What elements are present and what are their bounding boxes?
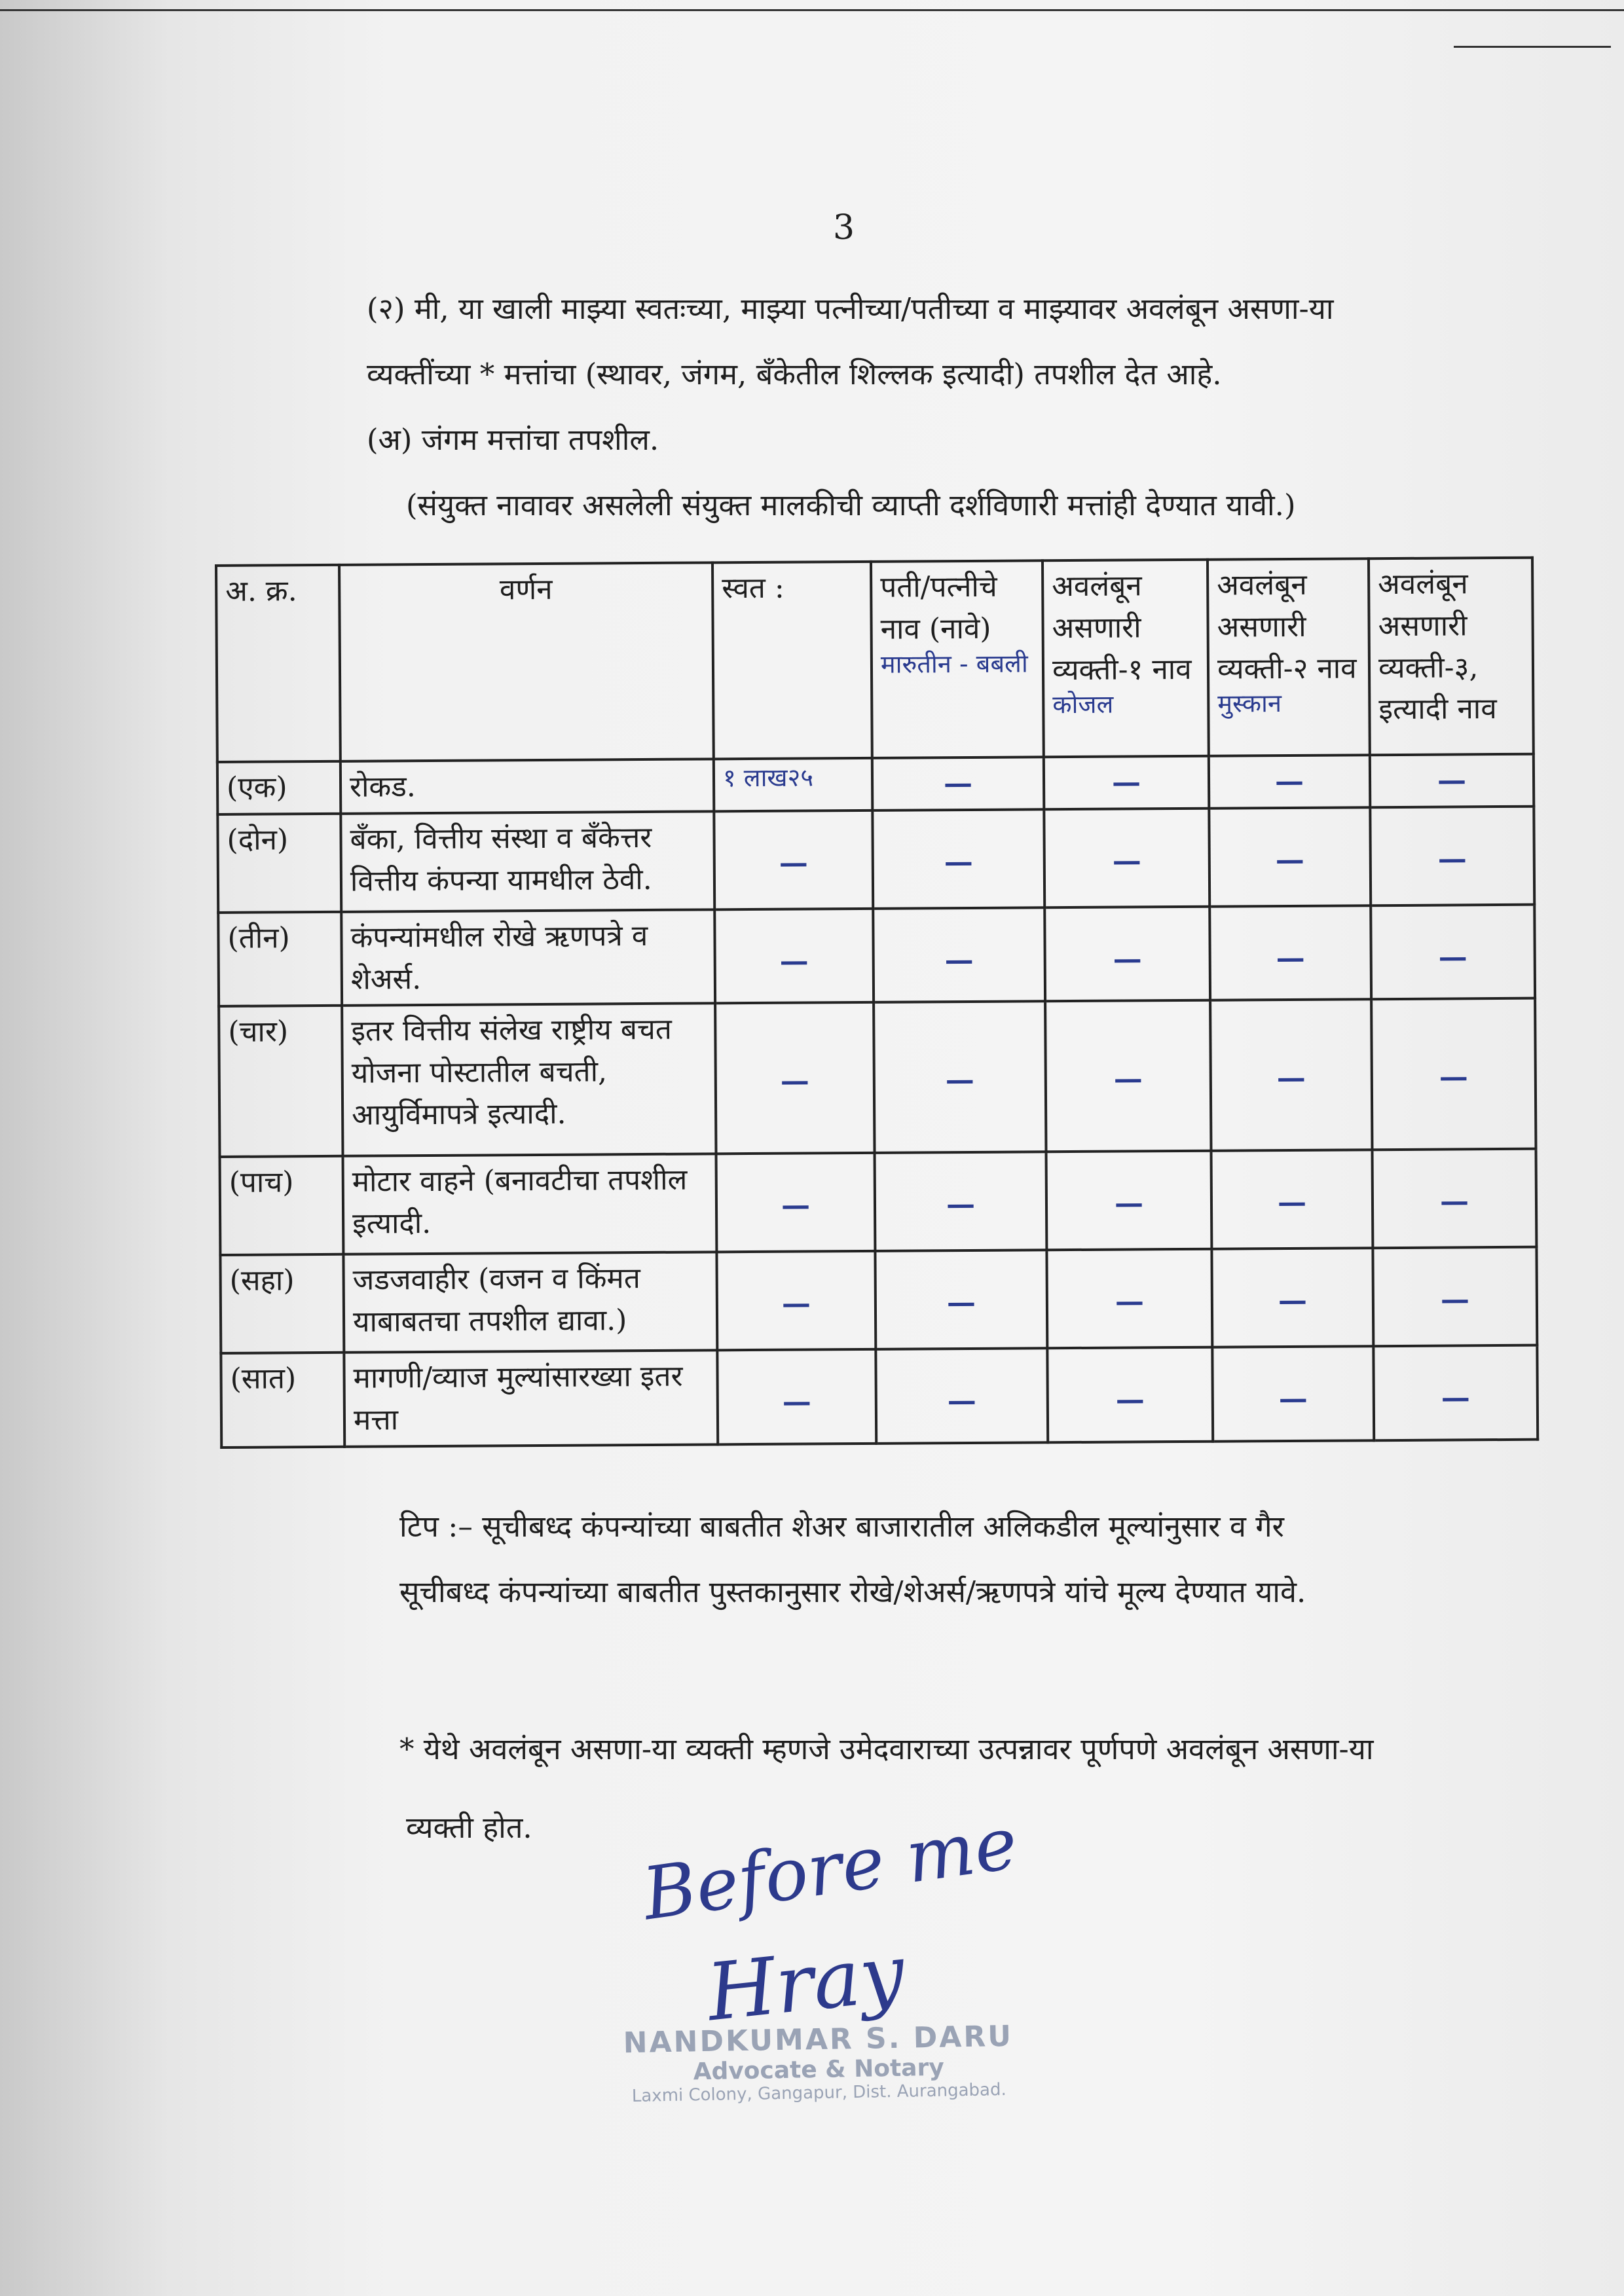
- row-dep1-value: —: [1044, 907, 1210, 1002]
- row-sr: (तीन): [218, 912, 342, 1007]
- handwritten-dependent-2-name: मुस्कान: [1217, 689, 1282, 719]
- table-row: [220, 1149, 1537, 1255]
- top-right-line: [1454, 46, 1611, 48]
- top-border-line: [0, 9, 1624, 11]
- stamp-title: Advocate & Notary: [693, 2054, 945, 2086]
- row-self-value: —: [714, 909, 874, 1004]
- row-dep2-value: —: [1209, 755, 1370, 808]
- row-spouse-value: —: [873, 907, 1045, 1002]
- footnote-line-2: व्यक्ती होत.: [406, 1810, 532, 1845]
- intro-line-2: व्यक्तींच्या * मत्तांचा (स्थावर, जंगम, बँकेतील शिल्लक इत्यादी) तपशील देत आहे.: [367, 357, 1222, 392]
- joint-assets-note: (संयुक्त नावावर असलेली संयुक्त मालकीची व्याप्ती दर्शविणारी मत्तांही देण्यात यावी.): [406, 488, 1296, 522]
- movable-assets-table: [215, 556, 1539, 1449]
- row-dep3-value: —: [1370, 754, 1534, 807]
- row-sr: (सात): [221, 1353, 344, 1448]
- table-row: [219, 998, 1536, 1157]
- row-sr: (एक): [217, 761, 341, 814]
- header-sr: अ. क्र.: [216, 565, 341, 762]
- table-row: [220, 1247, 1537, 1353]
- row-spouse-value: —: [875, 1152, 1047, 1252]
- row-spouse-value: —: [876, 1349, 1048, 1444]
- table-row: [218, 904, 1535, 1006]
- row-spouse-value: —: [875, 1250, 1047, 1350]
- table-row: [217, 754, 1534, 814]
- intro-line-1: (२) मी, या खाली माझ्या स्वतःच्या, माझ्या पत्नीच्या/पतीच्या व माझ्यावर अवलंबून असणा-या: [367, 291, 1334, 326]
- row-dep3-value: —: [1371, 904, 1535, 999]
- row-description: रोकड.: [341, 759, 714, 813]
- footnote-line-1: * येथे अवलंबून असणा-या व्यक्ती म्हणजे उमेदवाराच्या उत्पन्नावर पूर्णपणे अवलंबून असणा-या: [399, 1732, 1374, 1766]
- header-self: स्वत :: [712, 562, 872, 759]
- header-dependent-3: अवलंबून असणारी व्यक्ती-३, इत्यादी नाव: [1369, 558, 1534, 756]
- row-description: मोटार वाहने (बनावटीचा तपशील इत्यादी.: [343, 1154, 717, 1254]
- row-self-value: १ लाख२५: [714, 758, 872, 811]
- header-description: वर्णन: [339, 562, 714, 761]
- table-row: [217, 806, 1534, 912]
- row-sr: (पाच): [220, 1156, 344, 1255]
- row-dep1-value: —: [1045, 1000, 1211, 1152]
- stamp-name: NANDKUMAR S. DARU: [623, 2019, 1014, 2060]
- row-self-value: —: [716, 1153, 876, 1252]
- row-description: जडजवाहीर (वजन व किंमत याबाबतचा तपशील द्यावा.): [343, 1252, 717, 1353]
- row-self-value: —: [715, 1002, 874, 1154]
- row-dep3-value: —: [1373, 1345, 1538, 1440]
- handwritten-dependent-1-name: कोजल: [1052, 690, 1114, 720]
- row-dep3-value: —: [1372, 1149, 1536, 1248]
- row-self-value: —: [717, 1349, 876, 1444]
- signature-notary: Hray: [703, 1927, 909, 2039]
- row-dep1-value: —: [1046, 1151, 1212, 1250]
- row-dep2-value: —: [1211, 1150, 1373, 1249]
- row-dep2-value: —: [1209, 905, 1371, 1000]
- row-dep1-value: —: [1047, 1347, 1213, 1442]
- row-sr: (दोन): [217, 814, 341, 913]
- tip-line-2: सूचीबध्द कंपन्यांच्या बाबतीत पुस्तकानुसार रोखे/शेअर्स/ऋणपत्रे यांचे मूल्य देण्यात यावे.: [399, 1575, 1306, 1609]
- section-heading: (अ) जंगम मत्तांचा तपशील.: [367, 422, 659, 457]
- row-description: कंपन्यांमधील रोखे ऋणपत्रे व शेअर्स.: [341, 909, 715, 1006]
- row-spouse-value: —: [872, 757, 1044, 810]
- row-spouse-value: —: [874, 1002, 1046, 1154]
- row-dep1-value: —: [1044, 756, 1209, 809]
- row-dep2-value: —: [1211, 1248, 1373, 1347]
- table-row: [221, 1345, 1538, 1448]
- row-sr: (सहा): [220, 1254, 344, 1353]
- header-spouse: पती/पत्नीचे नाव (नावे) मारुतीन - बबली: [871, 560, 1044, 758]
- header-dependent-2: अवलंबून असणारी व्यक्ती-२ नाव मुस्कान: [1208, 558, 1370, 756]
- row-dep3-value: —: [1373, 1247, 1537, 1347]
- handwritten-spouse-name: मारुतीन - बबली: [880, 649, 1028, 679]
- notary-stamp: [589, 2019, 1048, 2107]
- header-dependent-1: अवलंबून असणारी व्यक्ती-१ नाव कोजल: [1043, 560, 1209, 757]
- row-sr: (चार): [219, 1006, 342, 1157]
- row-dep3-value: —: [1371, 998, 1536, 1150]
- row-dep1-value: —: [1044, 809, 1209, 908]
- table-header-row: [216, 558, 1534, 762]
- row-description: मागणी/व्याज मुल्यांसारख्या इतर मत्ता: [344, 1351, 718, 1447]
- row-dep2-value: —: [1212, 1347, 1374, 1442]
- row-self-value: —: [716, 1251, 876, 1350]
- tip-line-1: टिप :– सूचीबध्द कंपन्यांच्या बाबतीत शेअर बाजारातील अलिकडील मूल्यांनुसार व गैर: [399, 1509, 1284, 1544]
- row-self-value: —: [714, 811, 873, 909]
- row-dep1-value: —: [1046, 1249, 1212, 1349]
- signature-before-me: Before me: [637, 1800, 1023, 1937]
- row-dep2-value: —: [1209, 807, 1371, 906]
- row-spouse-value: —: [872, 809, 1044, 909]
- row-dep2-value: —: [1210, 1000, 1372, 1151]
- stamp-address: Laxmi Colony, Gangapur, Dist. Aurangabad.: [631, 2080, 1006, 2106]
- row-dep3-value: —: [1370, 806, 1534, 905]
- row-description: इतर वित्तीय संलेख राष्ट्रीय बचत योजना पोस्टातील बचती, आयुर्विमापत्रे इत्यादी.: [342, 1004, 716, 1156]
- row-description: बँका, वित्तीय संस्था व बँकेत्तर वित्तीय कंपन्या यामधील ठेवी.: [341, 811, 714, 911]
- page-number: 3: [833, 208, 855, 247]
